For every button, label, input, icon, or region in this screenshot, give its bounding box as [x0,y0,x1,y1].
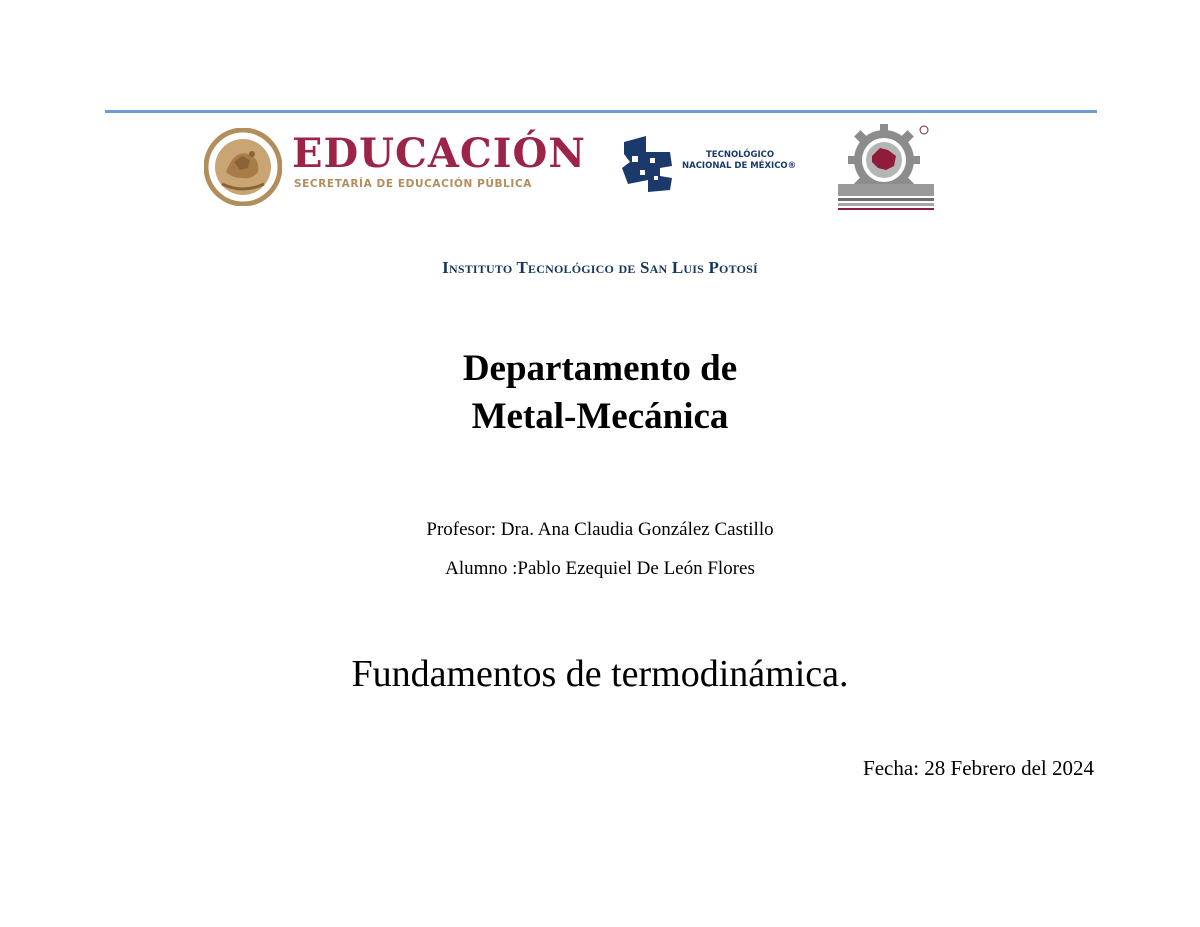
department-line1: Departamento de [462,348,738,389]
tecnm-line2: NACIONAL DE MÉXICO® [682,161,797,171]
logo-row [0,120,1200,220]
sep-subtitle: SECRETARÍA DE EDUCACIÓN PÚBLICA [294,178,532,190]
department-title [0,345,1200,441]
tecnm-wordmark [682,150,796,172]
document-date: Fecha: 28 Febrero del 2024 [863,756,1094,780]
department-line2: Metal-Mecánica [471,396,729,437]
header-rule [105,110,1097,113]
mexico-coat-of-arms-icon [204,128,282,206]
tecnm-logo [620,132,820,196]
institute-name: Instituto Tecnológico de San Luis Potosí [442,258,758,277]
itslp-gear-logo-icon [836,122,936,218]
sep-title: EDUCACIÓN [292,130,586,177]
tecnm-emblem-icon [620,132,678,194]
tecnm-line1: TECNOLÓGICO [706,150,775,160]
professor-name: Profesor: Dra. Ana Claudia González Castillo [426,519,774,540]
subject-title: Fundamentos de termodinámica. [351,653,849,695]
student-name: Alumno :Pablo Ezequiel De León Flores [445,558,755,579]
sep-logo [200,128,590,208]
